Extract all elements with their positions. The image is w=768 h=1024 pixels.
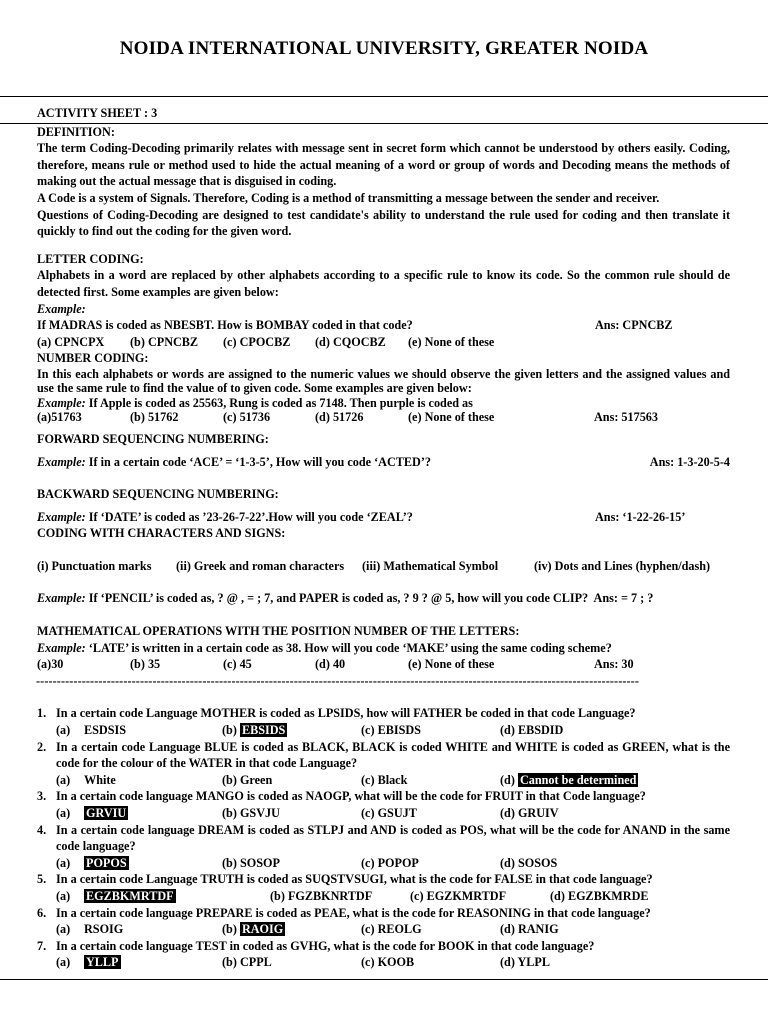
question-item — [37, 871, 730, 888]
option-label: (b) — [222, 772, 240, 787]
option: (a)30 — [37, 657, 64, 672]
option-label: (a) — [56, 806, 71, 820]
answer-option — [56, 772, 222, 789]
question-item — [37, 822, 730, 855]
letter-coding-description: Alphabets in a word are replaced by other alphabets according to a specific rule to know its code. So the common rule should de detected first. Some examples are given below: — [37, 268, 730, 299]
option-value: White — [84, 772, 116, 787]
option-value: ESDSIS — [84, 723, 127, 738]
option-label: (a) — [56, 888, 71, 903]
option-value: EBISDS — [377, 723, 421, 738]
answer-option — [222, 805, 361, 822]
option-label: (a) — [56, 723, 71, 738]
answer-option — [361, 805, 500, 822]
option: (a)51763 — [37, 410, 82, 425]
question-item — [37, 705, 730, 722]
correct-answer-highlight: YLLP — [86, 955, 119, 970]
letter-coding-heading: LETTER CODING: — [37, 251, 144, 266]
math-question: ‘LATE’ is written in a certain code as 38. How will you code ‘MAKE’ using the same coding scheme? — [88, 640, 612, 655]
characters-question: If ‘PENCIL’ is coded as, ? @ , = ; 7, and PAPER is coded as, ? 9 ? @ 5, how will you code CLIP? — [88, 591, 589, 606]
option-label: (b) — [222, 855, 240, 870]
answer-option — [361, 772, 500, 789]
question-options — [37, 921, 730, 938]
option: (c) CPOCBZ — [223, 334, 291, 349]
activity-rule — [0, 123, 768, 124]
option-label: (d) — [550, 888, 568, 903]
letter-coding-example-label: Example: — [37, 301, 86, 316]
header-rule — [0, 96, 768, 97]
forward-example-row — [37, 454, 730, 471]
question-text: In a certain code language DREAM is coded as STLPJ and AND is coded as POS, what will be the code for ANAND in the same code language? — [56, 822, 730, 854]
answer-option — [56, 855, 222, 872]
letter-coding-question: If MADRAS is coded as NBESBT. How is BOMBAY coded in that code? — [37, 318, 413, 333]
question-item — [37, 788, 730, 805]
answer-option — [361, 954, 500, 971]
definition-paragraph-2: A Code is a system of Signals. Therefore, Coding is a method of transmitting a message between the sender and receiver. — [37, 190, 660, 205]
answer-option — [56, 954, 222, 971]
option-label: (b) — [222, 723, 240, 738]
question-text: In a certain code language PREPARE is coded as PEAE, what is the code for REASONING in that code language? — [56, 905, 651, 920]
option-label: (a) — [56, 955, 71, 970]
answer-option — [500, 722, 563, 739]
option-label: (d) — [500, 855, 518, 870]
characters-answer: Ans: = 7 ; ? — [593, 591, 654, 606]
answer-option — [500, 921, 559, 938]
answer-option — [500, 954, 550, 971]
option-value: SOSOP — [239, 855, 280, 870]
question-list — [37, 705, 730, 971]
answer-option — [500, 772, 638, 789]
question-item — [37, 905, 730, 922]
correct-answer-highlight: POPOS — [86, 855, 127, 870]
option-label: (b) — [222, 922, 240, 937]
math-answer: Ans: 30 — [594, 657, 634, 672]
option-label: (c) — [361, 855, 378, 870]
question-text: In a certain code language MANGO is coded as NAOGP, what will be the code for FRUIT in that Code language? — [56, 789, 646, 804]
characters-example-label: Example: — [37, 591, 86, 606]
correct-answer-highlight: EBSIDS — [241, 723, 286, 738]
option: (b) 51762 — [130, 410, 179, 425]
option-label: (a) — [56, 922, 71, 937]
option: (a) CPNCPX — [37, 334, 105, 349]
answer-option — [222, 855, 361, 872]
option-label: (d) — [500, 922, 518, 937]
sheet-content — [37, 105, 730, 971]
activity-heading: ACTIVITY SHEET : 3 — [37, 106, 158, 120]
letter-coding-options — [37, 334, 730, 351]
number-coding-description: In this each alphabets or words are assigned to the numeric values we should observe the given letters and the assigned values and use the same rule to find the value of to given code. Some examples are given below: — [37, 366, 730, 396]
backward-answer: Ans: ‘1-22-26-15’ — [595, 509, 686, 524]
option-label: (b) — [270, 888, 288, 903]
number-coding-heading: NUMBER CODING: — [37, 351, 149, 366]
question-number: 7. — [37, 938, 47, 953]
question-options — [37, 722, 730, 739]
number-coding-question: If Apple is coded as 25563, Rung is coded as 7148. Then purple is coded as — [88, 395, 473, 410]
option: (e) None of these — [408, 657, 495, 672]
characters-heading: CODING WITH CHARACTERS AND SIGNS: — [37, 526, 286, 541]
option-label: (d) — [500, 723, 518, 738]
definition-paragraph-1: The term Coding-Decoding primarily relates with message sent in secret form which cannot be understood by others easily. Coding, therefore, means rule or method used to hide the actual meaning of a word or group of words and Decoding means the methods of making out the actual message that is disguised in coding. — [37, 141, 730, 189]
answer-option — [550, 888, 649, 905]
question-text: In a certain code language TEST in coded as GVHG, what is the code for BOOK in that code language? — [56, 938, 595, 953]
forward-sequencing-heading: FORWARD SEQUENCING NUMBERING: — [37, 431, 269, 446]
answer-option — [361, 855, 500, 872]
option-label: (c) — [361, 806, 378, 820]
backward-example-label: Example: — [37, 509, 86, 524]
letter-coding-example-row — [37, 317, 730, 334]
question-number: 1. — [37, 706, 47, 721]
question-text: In a certain code Language BLUE is coded as BLACK, BLACK is coded WHITE and WHITE is coded as GREEN, what is the code for the colour of the WATER in that code Language? — [56, 739, 730, 771]
correct-answer-highlight: RAOIG — [241, 922, 284, 937]
option: (d) CQOCBZ — [315, 334, 386, 349]
option-value: POPOP — [377, 855, 419, 870]
question-options — [37, 888, 730, 905]
question-options — [37, 772, 730, 789]
number-coding-answer: Ans: 517563 — [594, 410, 658, 425]
answer-option — [222, 722, 361, 739]
option-label: (a) — [56, 772, 71, 787]
forward-answer: Ans: 1-3-20-5-4 — [649, 454, 730, 469]
characters-item: (ii) Greek and roman characters — [176, 558, 345, 573]
question-options — [37, 954, 730, 971]
definition-heading: DEFINITION: — [37, 124, 115, 139]
question-text: In a certain code Language MOTHER is coded as LPSIDS, how will FATHER be coded in that code Language? — [56, 706, 636, 721]
correct-answer-highlight: EGZBKMRTDF — [86, 888, 174, 903]
math-example-label: Example: — [37, 640, 86, 655]
answer-option — [410, 888, 550, 905]
answer-option — [56, 722, 222, 739]
question-number: 3. — [37, 789, 47, 804]
letter-coding-answer: Ans: CPNCBZ — [595, 318, 673, 333]
answer-option — [222, 921, 361, 938]
number-coding-options — [37, 410, 730, 425]
question-number: 6. — [37, 905, 47, 920]
option-label: (c) — [410, 888, 427, 903]
option-label: (d) — [500, 806, 518, 820]
option-value: GSVJU — [239, 806, 280, 820]
question-number: 5. — [37, 872, 47, 887]
section-divider: ------------------------------------------------------------------------------------------------------------------------------------------------- — [36, 673, 639, 688]
answer-option — [56, 921, 222, 938]
option-value: FGZBKNRTDF — [287, 888, 373, 903]
option-value: Black — [377, 772, 408, 787]
characters-item: (iii) Mathematical Symbol — [362, 558, 499, 573]
question-item — [37, 739, 730, 772]
option: (e) None of these — [408, 334, 495, 349]
math-options — [37, 656, 730, 673]
option-value: KOOB — [377, 955, 415, 970]
option-label: (c) — [361, 955, 378, 970]
answer-option — [56, 888, 270, 905]
option-value: SOSOS — [517, 855, 558, 870]
forward-example-label: Example: — [37, 454, 86, 469]
option: (b) CPNCBZ — [130, 334, 199, 349]
definition-paragraph-3: Questions of Coding-Decoding are designed to test candidate's ability to understand the rule used for coding and then translate it quickly to find out the coding for the given word. — [37, 207, 730, 239]
option: (d) 51726 — [315, 410, 364, 425]
option: (b) 35 — [130, 657, 161, 672]
forward-question: If in a certain code ‘ACE’ = ‘1-3-5’, How will you code ‘ACTED’? — [88, 454, 431, 469]
option-value: Green — [239, 772, 273, 787]
option-label: (b) — [222, 806, 240, 820]
answer-option — [361, 722, 500, 739]
option-value: REOLG — [377, 922, 422, 937]
option-label: (d) — [500, 772, 518, 787]
option-value: EGZBKMRDE — [567, 888, 649, 903]
answer-option — [500, 805, 559, 822]
option-value: YLPL — [517, 955, 551, 970]
question-options — [37, 855, 730, 872]
answer-option — [361, 921, 500, 938]
option-value: RANIG — [517, 922, 559, 937]
option-value: GSUJT — [377, 806, 417, 820]
number-coding-example-label: Example: — [37, 395, 86, 410]
option-value: RSOIG — [84, 922, 124, 937]
question-text: In a certain code Language TRUTH is coded as SUQSTVSUGI, what is the code for FALSE in that code language? — [56, 872, 653, 887]
option-value: EGZKMRTDF — [426, 888, 507, 903]
option-value: GRUIV — [517, 806, 559, 820]
option-label: (c) — [361, 723, 378, 738]
answer-option — [270, 888, 410, 905]
option: (c) 45 — [223, 657, 252, 672]
option: (e) None of these — [408, 410, 495, 425]
option-label: (a) — [56, 855, 71, 870]
option-label: (b) — [222, 955, 240, 970]
option-label: (d) — [500, 955, 518, 970]
option-value: EBSDID — [517, 723, 564, 738]
correct-answer-highlight: GRVIU — [86, 806, 127, 820]
footer-rule — [0, 979, 768, 980]
question-item — [37, 938, 730, 955]
option: (d) 40 — [315, 657, 346, 672]
university-title: NOIDA INTERNATIONAL UNIVERSITY, GREATER NOIDA — [119, 38, 649, 59]
option-label: (c) — [361, 922, 378, 937]
option: (c) 51736 — [223, 410, 271, 425]
characters-item: (iv) Dots and Lines (hyphen/dash) — [534, 558, 711, 573]
question-number: 4. — [37, 822, 47, 837]
backward-example-row — [37, 509, 730, 526]
correct-answer-highlight: Cannot be determined — [519, 772, 637, 787]
characters-list — [37, 558, 730, 575]
answer-option — [500, 855, 557, 872]
backward-question: If ‘DATE’ is coded as ’23-26-7-22’.How will you code ‘ZEAL’? — [88, 509, 413, 524]
answer-option — [222, 772, 361, 789]
math-operations-heading: MATHEMATICAL OPERATIONS WITH THE POSITION NUMBER OF THE LETTERS: — [37, 624, 520, 639]
backward-sequencing-heading: BACKWARD SEQUENCING NUMBERING: — [37, 487, 279, 502]
question-number: 2. — [37, 739, 47, 754]
answer-option — [56, 805, 222, 822]
option-value: CPPL — [239, 955, 272, 970]
answer-option — [222, 954, 361, 971]
question-options — [37, 805, 730, 822]
characters-item: (i) Punctuation marks — [37, 558, 152, 573]
option-label: (c) — [361, 772, 378, 787]
